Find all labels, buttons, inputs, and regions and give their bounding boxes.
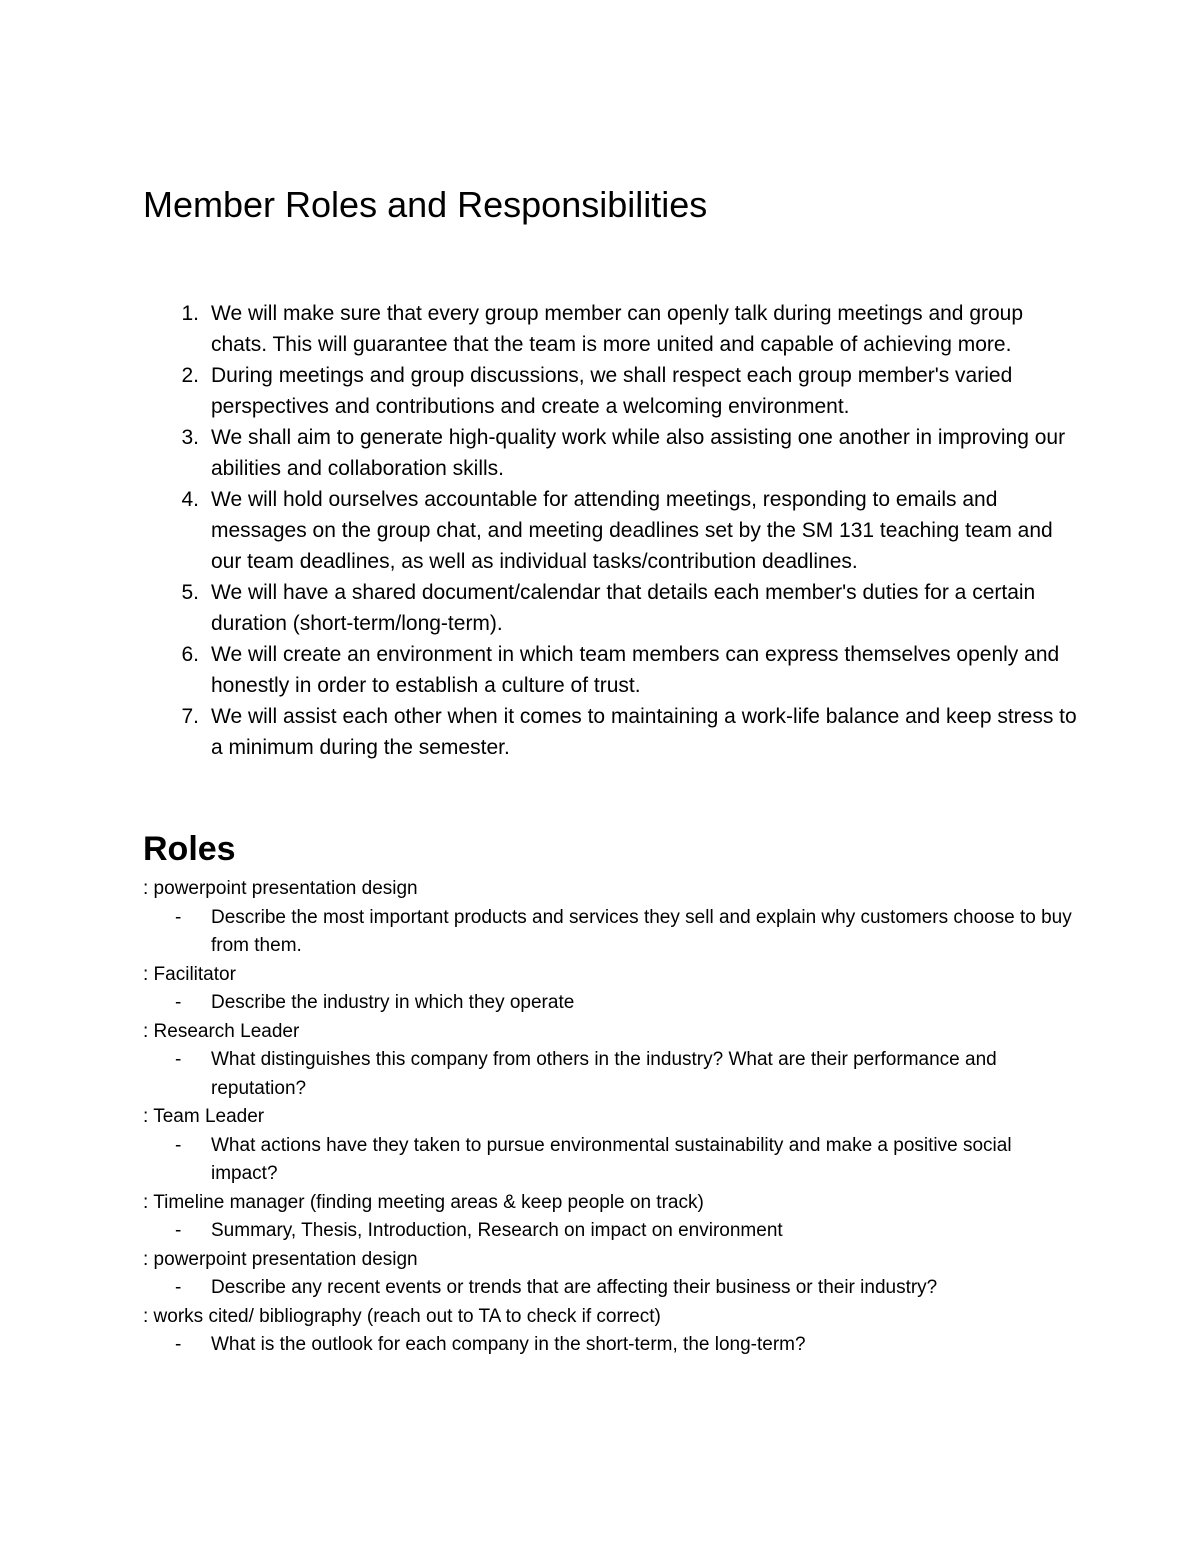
bullet-dash: - [175,1220,182,1241]
role-label: : Facilitator [143,963,236,985]
role-description [143,1274,1083,1303]
bullet-dash: - [175,906,182,928]
list-item [143,360,1083,422]
role-description [143,989,1083,1018]
role-label: : powerpoint presentation design [143,1248,418,1270]
responsibilities-list [143,298,1083,763]
role-description [143,1046,1083,1103]
list-item-number: 5. [181,581,199,604]
role-description-text: Describe the most important products and services they sell and explain why customers choose to buy from them. [211,906,1072,956]
bullet-dash: - [175,992,182,1013]
role-description [143,1132,1083,1189]
list-item-text: We will have a shared document/calendar that details each member's duties for a certain duration (short-term/long-term). [211,581,1036,635]
role-label: : powerpoint presentation design [143,878,418,899]
role-label: : Team Leader [143,1106,265,1127]
roles-heading: Roles [143,830,236,868]
list-item-number: 7. [181,705,199,728]
bullet-dash: - [175,1277,182,1298]
role-description [143,904,1083,961]
role-description-text: What actions have they taken to pursue environmental sustainability and make a positive social impact? [211,1134,1012,1184]
role-label: : Research Leader [143,1020,300,1042]
list-item-number: 6. [181,643,199,666]
list-item-number: 4. [181,488,199,511]
role-label: : Timeline manager (finding meeting areas & keep people on track) [143,1191,704,1213]
role-description [143,1217,1083,1246]
list-item-text: We will create an environment in which team members can express themselves openly and honestly in order to establish a culture of trust. [211,643,1060,697]
list-item-text: We shall aim to generate high-quality work while also assisting one another in improving our abilities and collaboration skills. [211,426,1066,480]
list-item [143,484,1083,577]
list-item [143,701,1083,763]
list-item [143,639,1083,701]
list-item-text: During meetings and group discussions, we shall respect each group member's varied perspectives and contributions and create a welcoming environment. [211,364,1013,418]
page-title: Member Roles and Responsibilities [143,184,708,225]
role-description-text: What is the outlook for each company in the short-term, the long-term? [211,1334,806,1355]
role-description [143,1331,1083,1360]
role-label: : works cited/ bibliography (reach out to TA to check if correct) [143,1305,661,1327]
list-item-text: We will assist each other when it comes to maintaining a work-life balance and keep stress to a minimum during the semester. [211,705,1077,759]
list-item-text: We will hold ourselves accountable for attending meetings, responding to emails and messages on the group chat, and meeting deadlines set by the SM 131 teaching team and our team deadlines, as well as individual tasks/contribution deadlines. [211,488,1053,573]
list-item-text: We will make sure that every group member can openly talk during meetings and group chats. This will guarantee that the team is more united and capable of achieving more. [211,302,1024,356]
role-description-text: Describe the industry in which they operate [211,992,575,1013]
list-item [143,577,1083,639]
bullet-dash: - [175,1134,182,1156]
list-item-number: 1. [181,302,199,325]
list-item-number: 3. [181,426,199,449]
list-item-number: 2. [181,364,199,387]
bullet-dash: - [175,1049,182,1070]
list-item [143,422,1083,484]
list-item [143,298,1083,360]
role-description-text: Summary, Thesis, Introduction, Research on impact on environment [211,1220,783,1241]
role-description-text: What distinguishes this company from others in the industry? What are their performance and reputation? [211,1049,997,1099]
bullet-dash: - [175,1334,182,1355]
role-description-text: Describe any recent events or trends that are affecting their business or their industry? [211,1277,938,1298]
roles-list [143,875,1083,1360]
